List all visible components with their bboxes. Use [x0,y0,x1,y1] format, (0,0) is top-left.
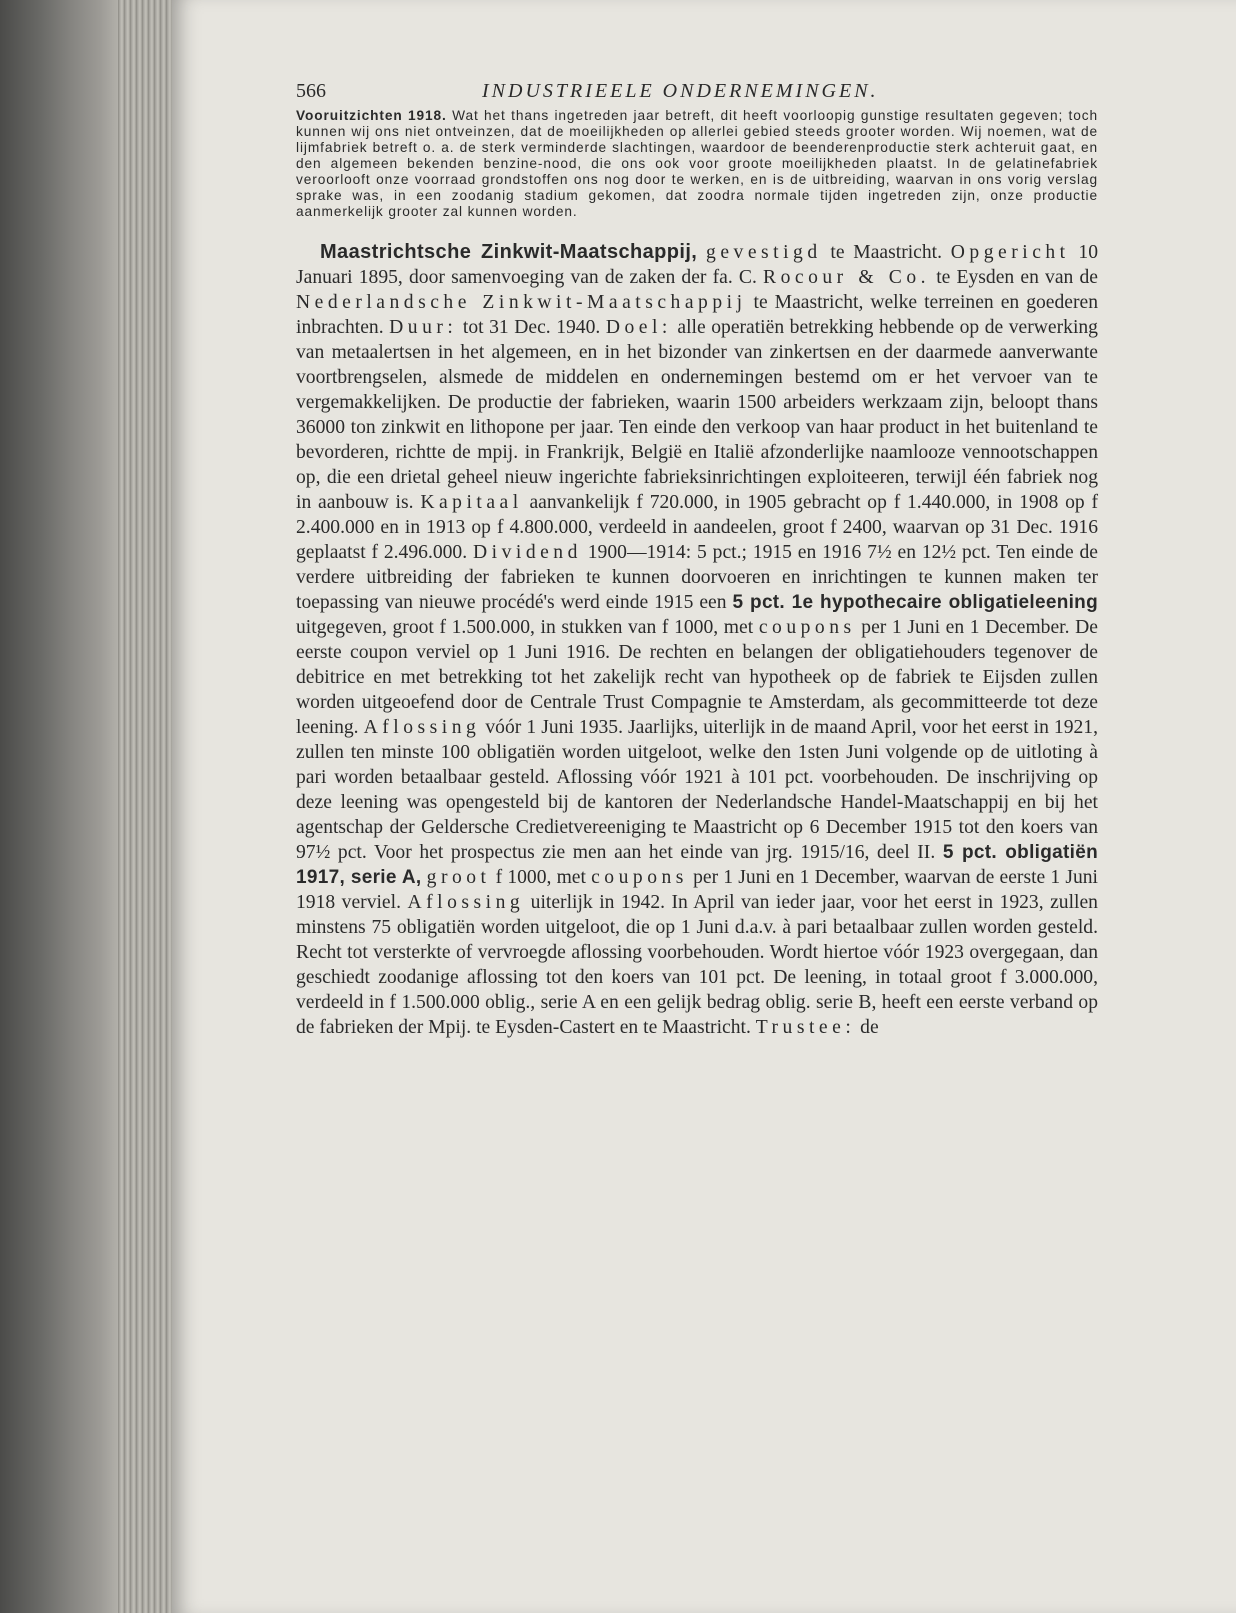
spaced-duur: Duur: [389,317,458,338]
vooruitzichten-heading: Vooruitzichten 1918. [296,108,447,123]
spaced-opgericht: Opgericht [950,242,1070,263]
spaced-doel: Doel: [605,317,672,338]
spaced-kapitaal: Kapitaal [420,492,523,513]
spaced-groot: groot [426,867,491,888]
text-segment: te Maastricht, welke terreinen en goederen inbrachten. [296,292,1099,338]
text-segment: f 1000, met [490,867,592,888]
spaced-gevestigd: gevestigd [706,242,822,263]
vooruitzichten-text: Wat het thans ingetreden jaar betreft, dit heeft voorloopig gunstige resultaten gegeven; toch kunnen wij ons niet ontveinzen, dat de moeilijkheden op allerlei gebied steeds grooter worden. Wij noemen, wat de lijmfabriek betreft o. a. de sterk verminderde slachtingen, waardoor de beenderenproductie sterk achteruit gaat, en den algemeen bekenden benzine-nood, die ons ook voor groote moeilijkheden plaatst. In de gelatinefabriek veroorlooft onze voorraad grondstoffen ons nog door te werken, en is de uitbreiding, waarvan in ons vorig verslag sprake was, in een zoodanig stadium gekomen, dat zoodra normale tijden ingetreden zijn, onze productie aanmerkelijk grooter zal kunnen worden. [296,108,1099,219]
bold-hypothecaire-leening: 5 pct. 1e hypothecaire obligatieleening [732,592,1098,613]
text-segment: uitgegeven, groot f 1.500.000, in stukken van f 1000, met [296,617,759,638]
text-segment: tot 31 Dec. 1940. [457,317,606,338]
page-number: 566 [296,80,326,102]
text-segment: 1900—1914: 5 pct.; 1915 en 1916 7½ en 12½ pct. Ten einde de verdere uitbreiding der fabrieken te kunnen doorvoeren en inrichtingen te kunnen maken ter toepassing van nieuwe procédé's werd einde 1915 een [296,542,1099,613]
spaced-aflossing: Aflossing [363,717,481,738]
spaced-coupons: coupons [591,867,688,888]
text-segment: alle operatiën betrekking hebbende op de verwerking van metaalertsen in het algemeen, en in het bizonder van zinkertsen en der daarmede aanverwante voortbrengselen, alsmede de middelen en ondernemingen bestemd om er het vervoer van te vergemakkelijken. De productie der fabrieken, waarin 1500 arbeiders werkzaam zijn, beloopt thans 36000 ton zinkwit en lithopone per jaar. Ten einde den verkoop van haar product in het buitenland te bevorderen, richtte de mpij. in Frankrijk, België en Italië afzonderlijke naamlooze vennootschappen op, die een drietal geheel nieuw ingerichte fabrieksinrichtingen exploiteeren, terwijl één fabriek nog in aanbouw is. [296,317,1098,513]
text-segment: de [855,1017,879,1038]
text-segment: per 1 Juni en 1 December. De eerste coupon verviel op 1 Juni 1916. De rechten en belangen der obligatiehouders tegenover de debitrice en met betrekking tot het zakelijk recht van hypotheek op de fabriek te Eijsden zullen worden uitgeoefend door de Centrale Trust Compagnie te Amsterdam, als gecommitteerde tot deze leening. [296,617,1098,738]
vooruitzichten-paragraph [296,108,1098,220]
text-segment: aanvankelijk f 720.000, in 1905 gebracht op f 1.440.000, in 1908 op f 2.400.000 en in 1913 op f 4.800.000, verdeeld in aandeelen, groot f 2400, waarvan op 31 Dec. 1916 geplaatst f 2.496.000. [296,492,1098,563]
text-segment: te Maastricht. [821,242,951,263]
text-segment: per 1 Juni en 1 December, waarvan de eerste 1 Juni 1918 verviel. [296,867,1098,913]
book-page [172,0,1236,1613]
text-segment: vóór 1 Juni 1935. Jaarlijks, uiterlijk in de maand April, voor het eerst in 1921, zullen ten minste 100 obligatiën worden uitgeloot, welke den 1sten Juni volgende op de uitloting à pari worden betaalbaar gesteld. Aflossing vóór 1921 à 101 pct. voorbehouden. De inschrijving op deze leening was opengesteld bij de kantoren der Nederlandsche Handel-Maatschappij en bij het agentschap der Geldersche Credietvereeniging te Maastricht op 6 December 1915 tot den koers van 97½ pct. Voor het prospectus zie men aan het einde van jrg. 1915/16, deel II. [296,717,1098,863]
spaced-dividend: Dividend [472,542,582,563]
spaced-nederlandsche-zinkwit: Nederlandsche Zinkwit-Maatschappij [296,292,747,313]
text-segment: uiterlijk in 1942. In April van ieder jaar, voor het eerst in 1923, zullen minstens 75 obligatiën worden uitgeloot, die op 1 Juni d.a.v. à pari betaalbaar zullen worden gesteld. Recht tot versterkte of vervroegde aflossing voorbehouden. Wordt hiertoe vóór 1923 overgegaan, dan geschiedt zoodanige aflossing tot den koers van 101 pct. De leening, in totaal groot f 3.000.000, verdeeld in f 1.500.000 oblig., serie A en een gelijk bedrag oblig. serie B, heeft een eerste verband op de fabrieken der Mpij. te Eysden-Castert en te Maastricht. [296,892,1098,1038]
company-paragraph [296,240,1098,1040]
spaced-trustee: Trustee: [755,1017,856,1038]
running-title: INDUSTRIEELE ONDERNEMINGEN. [482,80,879,102]
text-segment: te Eysden en van de [930,267,1099,288]
text-segment: 10 Januari 1895, door samenvoeging van de zaken der fa. C. [296,242,1099,288]
page-edges [118,0,180,1613]
spaced-aflossing: Aflossing [407,892,525,913]
bold-obligatien-1917: 5 pct. obligatiën 1917, serie A, [296,842,1098,888]
spaced-coupons: coupons [758,617,856,638]
company-name: Maastrichtsche Zinkwit-Maatschappij, [320,241,698,263]
book-spine [0,0,118,1613]
page-header [296,74,1098,108]
page-content [296,74,1098,1040]
spaced-rocour: Rocour & Co. [763,267,931,288]
